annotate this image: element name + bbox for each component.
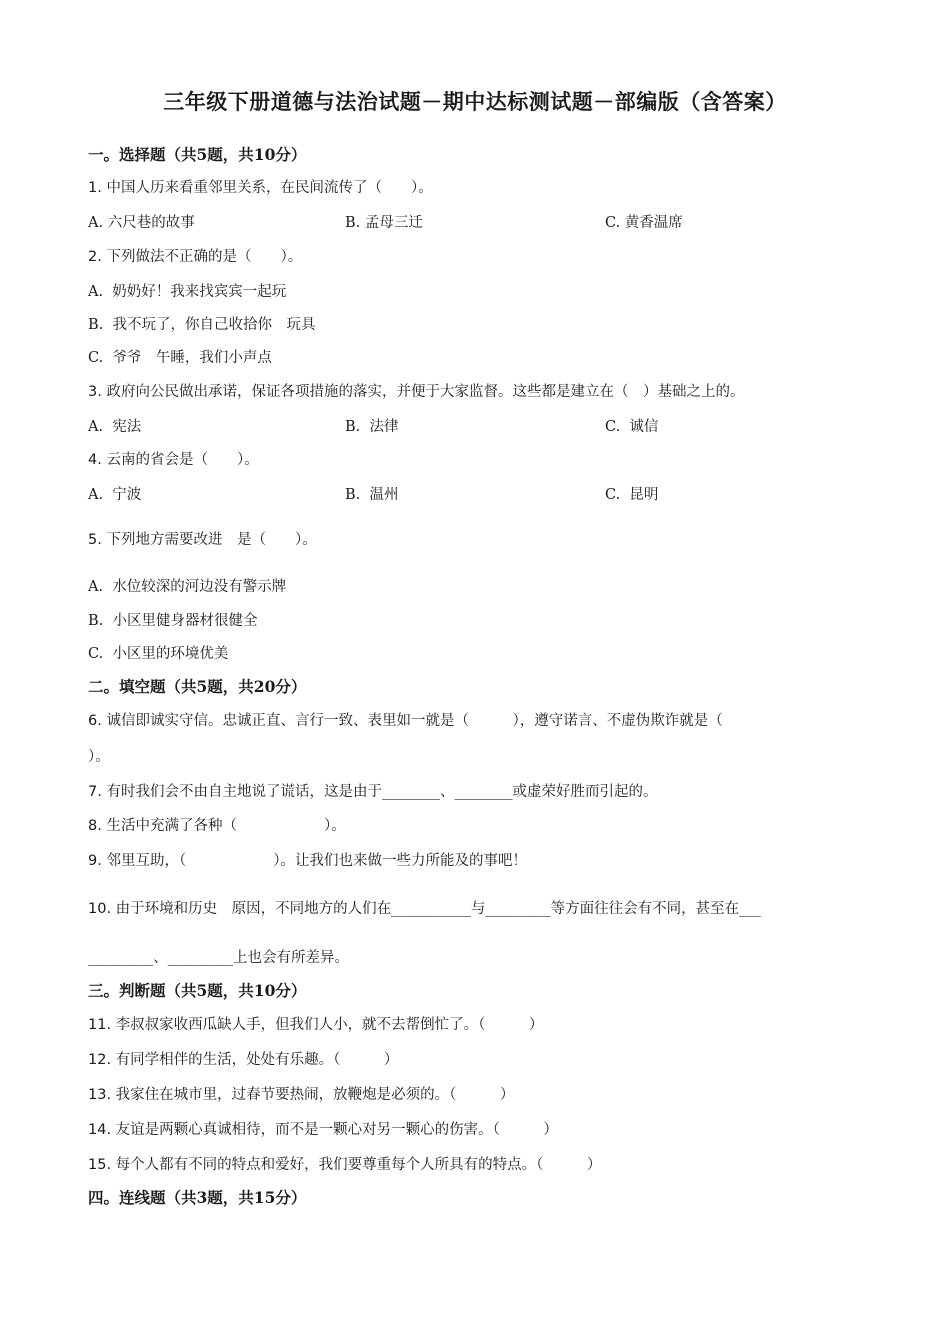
question-number: 4.	[88, 452, 102, 468]
question-text: 友谊是两颗心真诚相待，而不是一颗心对另一颗心的伤害。（ ）	[111, 1122, 558, 1138]
section-heading-judge: 三。判断题（共5题，共10分）	[88, 981, 307, 1000]
question-text: 下列做法不正确的是（ ）。	[101, 249, 303, 265]
question-number: 10.	[88, 901, 112, 917]
option-c: C. 诚信	[605, 419, 659, 435]
option-a: A. 六尺巷的故事	[88, 215, 195, 231]
question-text: 政府向公民做出承诺，保证各项措施的落实，并便于大家监督。这些都是建立在（ ）基础之上的。	[101, 384, 745, 400]
option-a: A. 奶奶好！我来找宾宾一起玩	[88, 284, 287, 300]
question-1	[88, 178, 433, 198]
section-heading-fill: 二。填空题（共5题，共20分）	[88, 677, 307, 696]
question-number: 14.	[88, 1122, 112, 1138]
question-text: 由于环境和历史 原因，不同地方的人们在___________与_________等方面往往会有不同，甚至在___	[111, 901, 761, 917]
question-number: 1.	[88, 180, 102, 196]
option-b: B. 温州	[345, 487, 399, 503]
question-number: 13.	[88, 1087, 112, 1103]
question-4	[88, 450, 259, 470]
question-11	[88, 1015, 543, 1035]
question-number: 12.	[88, 1052, 112, 1068]
question-6	[88, 711, 723, 731]
question-text: 中国人历来看重邻里关系，在民间流传了（ ）。	[101, 180, 433, 196]
question-number: 2.	[88, 249, 102, 265]
question-number: 3.	[88, 384, 102, 400]
question-2	[88, 247, 302, 267]
option-b: B. 法律	[345, 419, 399, 435]
question-number: 15.	[88, 1157, 112, 1173]
question-text: 诚信即诚实守信。忠诚正直、言行一致、表里如一就是（ ），遵守诺言、不虚伪欺诈就是（	[101, 713, 723, 729]
question-3	[88, 382, 744, 402]
question-10	[88, 899, 761, 919]
option-c: C. 昆明	[605, 487, 659, 503]
question-text: 有时我们会不由自主地说了谎话，这是由于________、________或虚荣好胜而引起的。	[101, 784, 658, 800]
question-15	[88, 1155, 601, 1175]
question-14	[88, 1120, 558, 1140]
question-6-continued: ）。	[88, 749, 110, 765]
question-text: 云南的省会是（ ）。	[101, 452, 259, 468]
question-number: 8.	[88, 818, 102, 834]
question-9	[88, 851, 527, 871]
question-number: 6.	[88, 713, 102, 729]
option-c: C. 黄香温席	[605, 215, 683, 231]
question-13	[88, 1085, 514, 1105]
option-a: A. 水位较深的河边没有警示牌	[88, 579, 287, 595]
option-a: A. 宪法	[88, 419, 142, 435]
question-text: 下列地方需要改进 是（ ）。	[101, 532, 317, 548]
option-c: C. 小区里的环境优美	[88, 646, 229, 662]
question-text: 每个人都有不同的特点和爱好，我们要尊重每个人所具有的特点。（ ）	[111, 1157, 602, 1173]
option-b: B. 我不玩了，你自己收拾你 玩具	[88, 317, 316, 333]
question-number: 7.	[88, 784, 102, 800]
section-heading-match: 四。连线题（共3题，共15分）	[88, 1188, 307, 1207]
page-title: 三年级下册道德与法治试题－期中达标测试题－部编版（含答案）	[163, 89, 787, 114]
question-8	[88, 816, 346, 836]
question-number: 11.	[88, 1017, 112, 1033]
option-a: A. 宁波	[88, 487, 142, 503]
question-text: 生活中充满了各种（ ）。	[101, 818, 346, 834]
question-text: 李叔叔家收西瓜缺人手，但我们人小，就不去帮倒忙了。（ ）	[111, 1017, 544, 1033]
question-10-continued: _________、_________上也会有所差异。	[88, 950, 349, 966]
question-number: 9.	[88, 853, 102, 869]
section-heading-choice: 一。选择题（共5题，共10分）	[88, 145, 307, 164]
question-text: 我家住在城市里，过春节要热闹，放鞭炮是必须的。（ ）	[111, 1087, 515, 1103]
option-b: B. 小区里健身器材很健全	[88, 613, 258, 629]
question-text: 有同学相伴的生活，处处有乐趣。（ ）	[111, 1052, 399, 1068]
question-number: 5.	[88, 532, 102, 548]
option-b: B. 孟母三迁	[345, 215, 423, 231]
option-c: C. 爷爷 午睡，我们小声点	[88, 350, 272, 366]
question-5	[88, 530, 317, 550]
question-text: 邻里互助，（ ）。让我们也来做一些力所能及的事吧！	[101, 853, 527, 869]
question-12	[88, 1050, 398, 1070]
question-7	[88, 782, 657, 802]
